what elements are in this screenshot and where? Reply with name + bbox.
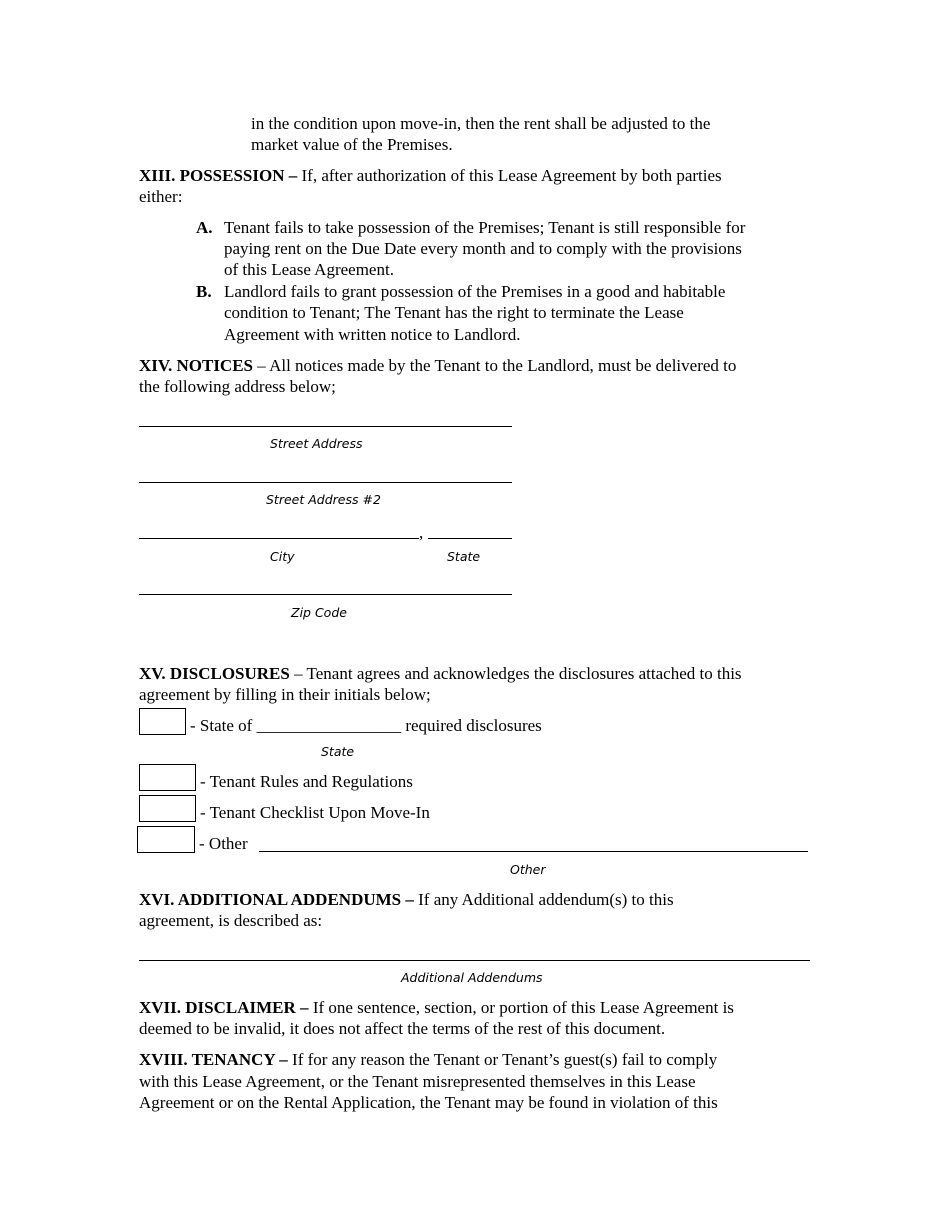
addendums-line-2: agreement, is described as: — [139, 911, 323, 930]
addendums-paragraph: XVI. ADDITIONAL ADDENDUMS – If any Additional addendum(s) to this — [139, 890, 674, 909]
rules-text: - Tenant Rules and Regulations — [200, 772, 413, 791]
state-field[interactable] — [428, 538, 512, 539]
addendums-label: Additional Addendums — [401, 970, 543, 985]
city-state-comma: , — [419, 523, 424, 542]
zip-code-label: Zip Code — [291, 605, 347, 620]
street-address-2-label: Street Address #2 — [266, 492, 381, 507]
tenancy-line-3: Agreement or on the Rental Application, the Tenant may be found in violation of this — [139, 1093, 718, 1112]
possession-item-a-marker: A. — [196, 218, 213, 237]
possession-line-2: either: — [139, 187, 183, 206]
possession-item-a-line-1: Tenant fails to take possession of the Premises; Tenant is still responsible for — [224, 218, 746, 237]
tenancy-paragraph: XVIII. TENANCY – If for any reason the Tenant or Tenant’s guest(s) fail to comply — [139, 1050, 718, 1069]
rules-initials-box[interactable] — [139, 764, 196, 791]
addendums-field[interactable] — [139, 960, 810, 961]
disclosures-line-2: agreement by filling in their initials below; — [139, 685, 431, 704]
state-blank[interactable]: _________________ — [256, 716, 402, 735]
street-address-2-field[interactable] — [139, 482, 512, 483]
possession-paragraph: XIII. POSSESSION – If, after authorization of this Lease Agreement by both parties — [139, 166, 722, 185]
disclosure-state-label: State — [321, 744, 355, 759]
tenancy-heading: XVIII. TENANCY – — [139, 1050, 288, 1069]
state-disclosures-text: - State of _________________ required disclosures — [190, 716, 542, 735]
other-text: - Other — [199, 834, 248, 853]
city-label: City — [270, 549, 295, 564]
possession-heading: XIII. POSSESSION – — [139, 166, 298, 185]
notices-heading: XIV. NOTICES — [139, 356, 254, 375]
possession-item-a-line-3: of this Lease Agreement. — [224, 260, 394, 279]
other-label: Other — [510, 862, 546, 877]
zip-code-field[interactable] — [139, 594, 512, 595]
intro-line-2: market value of the Premises. — [251, 135, 453, 154]
disclaimer-line-2: deemed to be invalid, it does not affect the terms of the rest of this document. — [139, 1019, 666, 1038]
possession-item-b-line-1: Landlord fails to grant possession of the Premises in a good and habitable — [224, 282, 726, 301]
city-field[interactable] — [139, 538, 419, 539]
intro-line-1: in the condition upon move-in, then the rent shall be adjusted to the — [251, 114, 711, 133]
notices-line-2: the following address below; — [139, 377, 336, 396]
disclaimer-heading: XVII. DISCLAIMER – — [139, 998, 309, 1017]
state-label: State — [447, 549, 481, 564]
other-field[interactable] — [259, 851, 808, 852]
disclaimer-paragraph: XVII. DISCLAIMER – If one sentence, section, or portion of this Lease Agreement is — [139, 998, 734, 1017]
addendums-heading: XVI. ADDITIONAL ADDENDUMS – — [139, 890, 414, 909]
checklist-initials-box[interactable] — [139, 795, 196, 822]
possession-item-b-line-2: condition to Tenant; The Tenant has the right to terminate the Lease — [224, 303, 684, 322]
tenancy-line-2: with this Lease Agreement, or the Tenant misrepresented themselves in this Lease — [139, 1072, 696, 1091]
possession-item-a-line-2: paying rent on the Due Date every month and to comply with the provisions — [224, 239, 742, 258]
disclosures-paragraph: XV. DISCLOSURES – Tenant agrees and acknowledges the disclosures attached to this — [139, 664, 742, 683]
checklist-text: - Tenant Checklist Upon Move-In — [200, 803, 430, 822]
other-initials-box[interactable] — [137, 826, 195, 853]
street-address-label: Street Address — [270, 436, 363, 451]
disclosures-heading: XV. DISCLOSURES — [139, 664, 290, 683]
street-address-field[interactable] — [139, 426, 512, 427]
notices-paragraph: XIV. NOTICES – All notices made by the Tenant to the Landlord, must be delivered to — [139, 356, 737, 375]
state-disclosures-initials-box[interactable] — [139, 708, 186, 735]
possession-item-b-marker: B. — [196, 282, 212, 301]
possession-item-b-line-3: Agreement with written notice to Landlord. — [224, 325, 521, 344]
